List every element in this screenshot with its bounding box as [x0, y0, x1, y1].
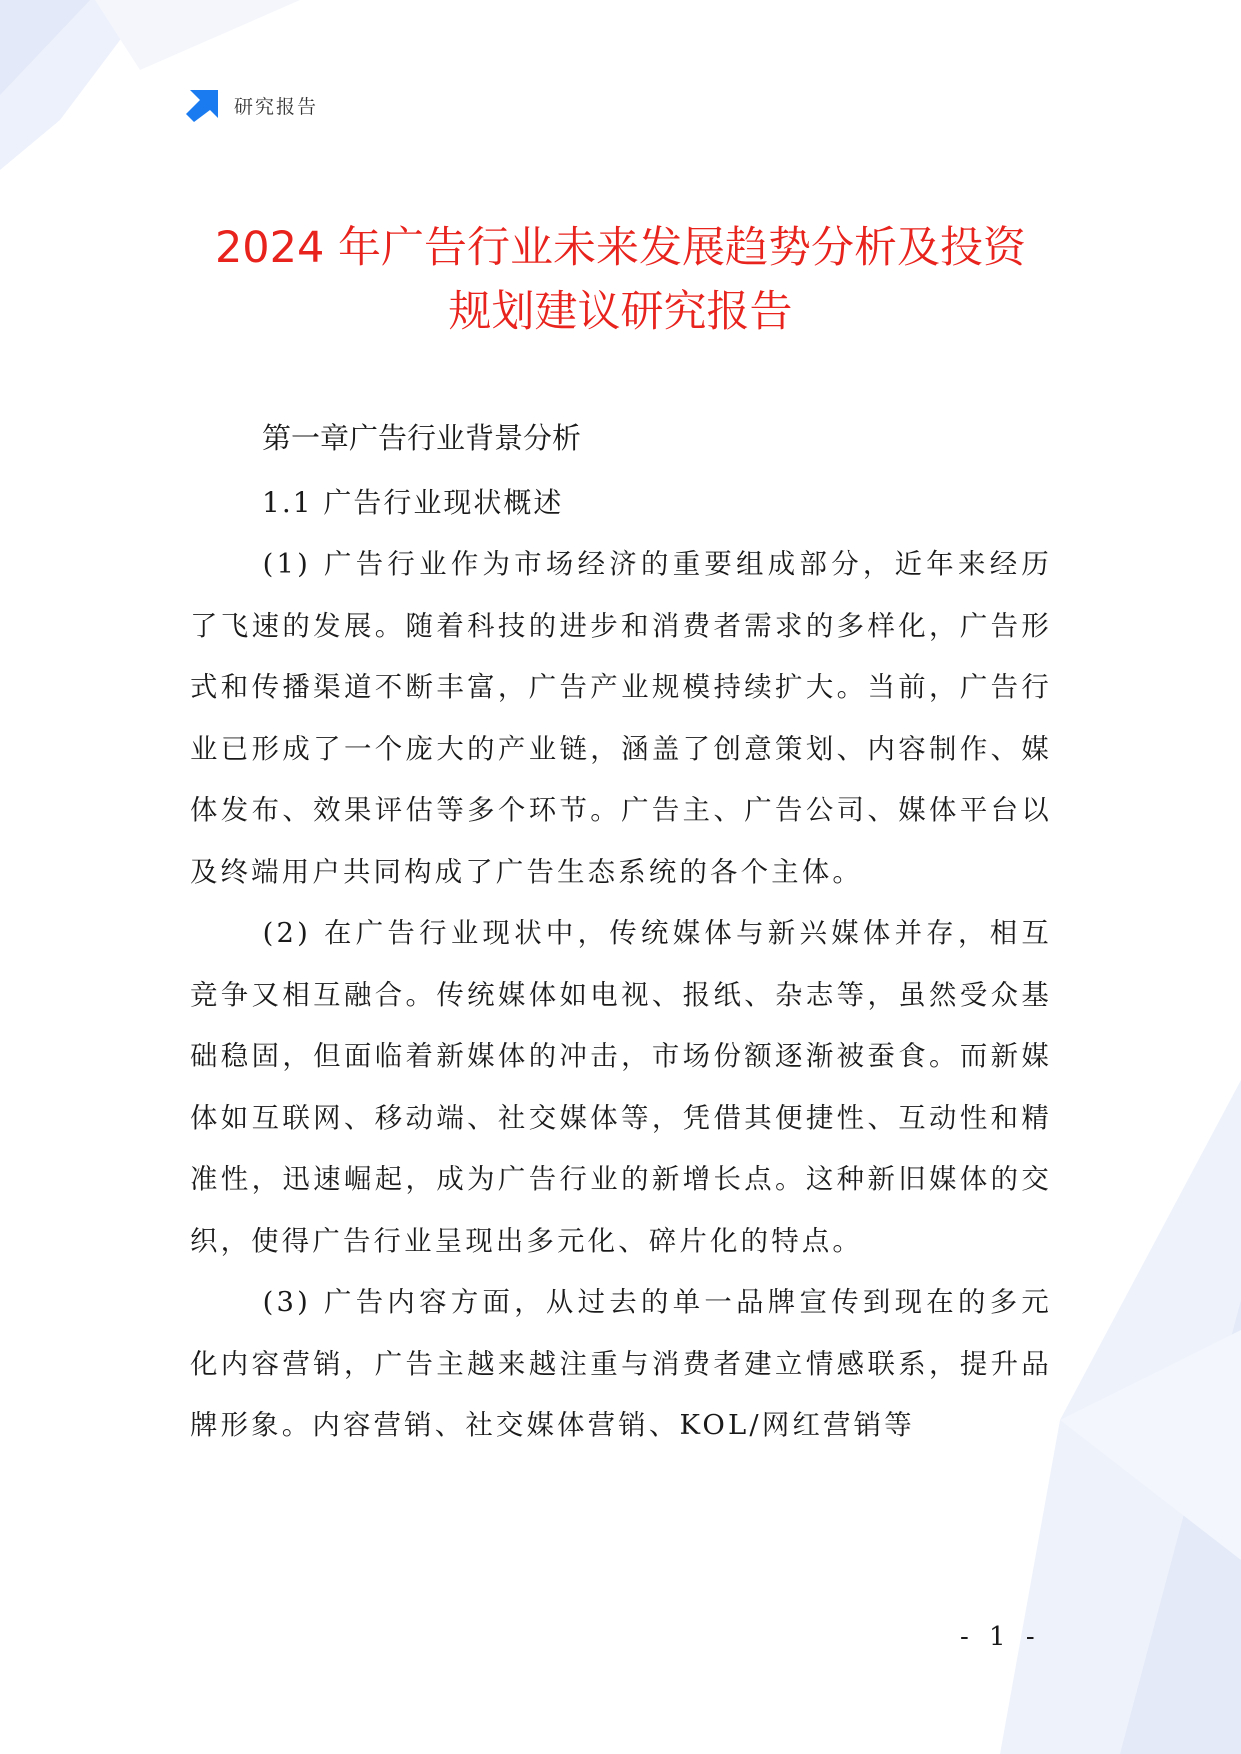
paragraph-3: (3) 广告内容方面，从过去的单一品牌宣传到现在的多元化内容营销，广告主越来越注重与消费者建立情感联系，提升品牌形象。内容营销、社交媒体营销、KOL/网红营销等 — [190, 1287, 1052, 1441]
page-number: - 1 - — [960, 1622, 1041, 1652]
paragraph-1: (1) 广告行业作为市场经济的重要组成部分，近年来经历了飞速的发展。随着科技的进步和消费者需求的多样化，广告形式和传播渠道不断丰富，广告产业规模持续扩大。当前，广告行业已形成了一个庞大的产业链，涵盖了创意策划、内容制作、媒体发布、效果评估等多个环节。广告主、广告公司、媒体平台以及终端用户共同构成了广告生态系统的各个主体。 — [190, 549, 1052, 888]
arrow-up-right-icon — [186, 88, 220, 122]
document-body — [190, 416, 1052, 1457]
title-line-1: 2024 年广告行业未来发展趋势分析及投资 — [214, 223, 1027, 273]
chapter-heading: 第一章广告行业背景分析 — [262, 421, 582, 455]
report-header — [186, 88, 318, 122]
paragraph-2: (2) 在广告行业现状中，传统媒体与新兴媒体并存，相互竞争又相互融合。传统媒体如电视、报纸、杂志等，虽然受众基础稳固，但面临着新媒体的冲击，市场份额逐渐被蚕食。而新媒体如互联网、移动端、社交媒体等，凭借其便捷性、互动性和精准性，迅速崛起，成为广告行业的新增长点。这种新旧媒体的交织，使得广告行业呈现出多元化、碎片化的特点。 — [190, 918, 1052, 1257]
section-heading: 1.1 广告行业现状概述 — [262, 486, 564, 519]
document-title — [150, 216, 1091, 344]
title-line-2: 规划建议研究报告 — [448, 287, 793, 337]
header-label: 研究报告 — [234, 95, 319, 118]
